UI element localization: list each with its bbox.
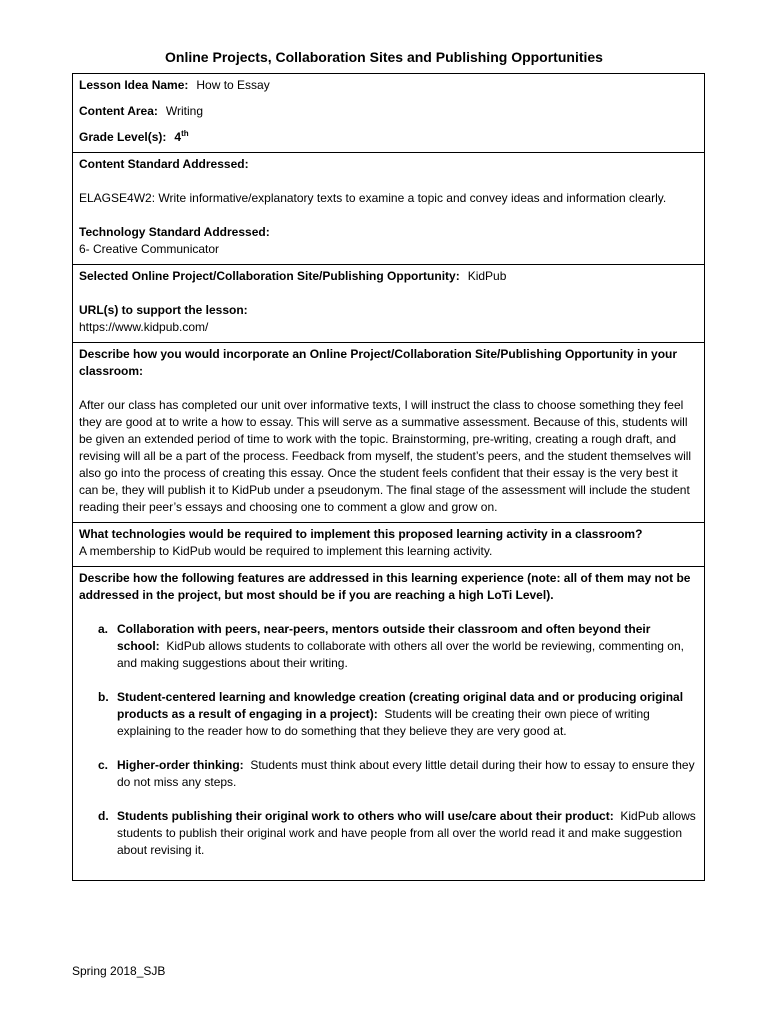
feature-text: KidPub allows students to collaborate with others all over the world be reviewing, commenting on, and making suggestions about their writing. — [117, 639, 684, 670]
technologies-cell — [73, 523, 705, 567]
grade-level-suffix: th — [181, 129, 189, 138]
content-area-value: Writing — [165, 104, 204, 118]
feature-text: KidPub allows students to publish their original work and have people from all over the world read it and make suggestion about revising it. — [117, 809, 696, 857]
content-area-label: Content Area: — [79, 104, 158, 118]
lesson-idea-label: Lesson Idea Name: — [79, 78, 189, 92]
features-list — [79, 621, 698, 859]
url-label: URL(s) to support the lesson: — [79, 303, 248, 317]
feature-item — [79, 621, 698, 672]
feature-label: Student-centered learning and knowledge creation (creating original data and or producing original products as a result of engaging in a project): — [117, 690, 684, 721]
features-cell — [73, 567, 705, 881]
incorporate-answer: After our class has completed our unit over informative texts, I will instruct the class to choose something they feel they are good at to write a how to essay. This will serve as a summative assessment. Because of this, students will be given an extended period of time to work with the topic. Brainstorming, pre-writing, creating a rough draft, and revising will all be a part of the process. Feedback from myself, the student’s peers, and the student themselves will also go into the process of creating this essay. Once the student feels confident that their essay is the very best it can be, they will publish it to KidPub under a pseudonym. The final stage of the assessment will include the student reading their peer’s essays and choosing one to comment a glow and grow on. — [79, 398, 692, 514]
incorporate-question: Describe how you would incorporate an Online Project/Collaboration Site/Publishing Opportunity in your classroom: — [79, 347, 678, 378]
footer-text: Spring 2018_SJB — [72, 964, 166, 978]
support-url: https://www.kidpub.com/ — [79, 320, 209, 334]
lesson-idea-value: How to Essay — [196, 78, 270, 92]
technologies-answer: A membership to KidPub would be required to implement this learning activity. — [79, 544, 493, 558]
incorporate-row — [73, 343, 705, 523]
lesson-plan-table — [72, 73, 705, 881]
content-standard-text: ELAGSE4W2: Write informative/explanatory texts to examine a topic and convey ideas and information clearly. — [79, 191, 667, 205]
standards-cell — [73, 153, 705, 265]
feature-marker: a. — [98, 622, 109, 636]
feature-item — [79, 757, 698, 791]
technology-standard-label: Technology Standard Addressed: — [79, 225, 270, 239]
feature-label: Higher-order thinking: — [117, 758, 244, 772]
features-question: Describe how the following features are addressed in this learning experience (note: all of them may not be addressed in the project, but most should be if you are reaching a high LoTi Level). — [79, 571, 691, 602]
content-standard-label: Content Standard Addressed: — [79, 157, 249, 171]
feature-marker: c. — [98, 758, 109, 772]
lesson-info-row — [73, 74, 705, 153]
feature-item — [79, 808, 698, 859]
lesson-info-cell — [73, 74, 705, 153]
selected-site-value: KidPub — [467, 269, 507, 283]
feature-label: Students publishing their original work to others who will use/care about their product: — [117, 809, 614, 823]
selected-site-label: Selected Online Project/Collaboration Site/Publishing Opportunity: — [79, 269, 460, 283]
feature-marker: b. — [98, 690, 109, 704]
technologies-question: What technologies would be required to implement this proposed learning activity in a classroom? — [79, 527, 643, 541]
standards-row — [73, 153, 705, 265]
site-row — [73, 265, 705, 343]
feature-text: Students must think about every little detail during their how to essay to ensure they do not miss any steps. — [117, 758, 695, 789]
technologies-row — [73, 523, 705, 567]
grade-level-line — [79, 129, 698, 146]
feature-label: Collaboration with peers, near-peers, mentors outside their classroom and often beyond their school: — [117, 622, 651, 653]
grade-level-label: Grade Level(s): — [79, 130, 167, 144]
features-row — [73, 567, 705, 881]
lesson-idea-line — [79, 77, 698, 94]
technology-standard-text: 6- Creative Communicator — [79, 242, 220, 256]
feature-text: Students will be creating their own piece of writing explaining to the reader how to do something that they believe they are very good at. — [117, 707, 650, 738]
grade-level-value: 4 — [174, 130, 182, 144]
feature-marker: d. — [98, 809, 109, 823]
document-title: Online Projects, Collaboration Sites and Publishing Opportunities — [165, 49, 603, 65]
content-area-line — [79, 103, 698, 120]
site-cell — [73, 265, 705, 343]
feature-item — [79, 689, 698, 740]
incorporate-cell — [73, 343, 705, 523]
selected-site-line — [79, 268, 698, 285]
